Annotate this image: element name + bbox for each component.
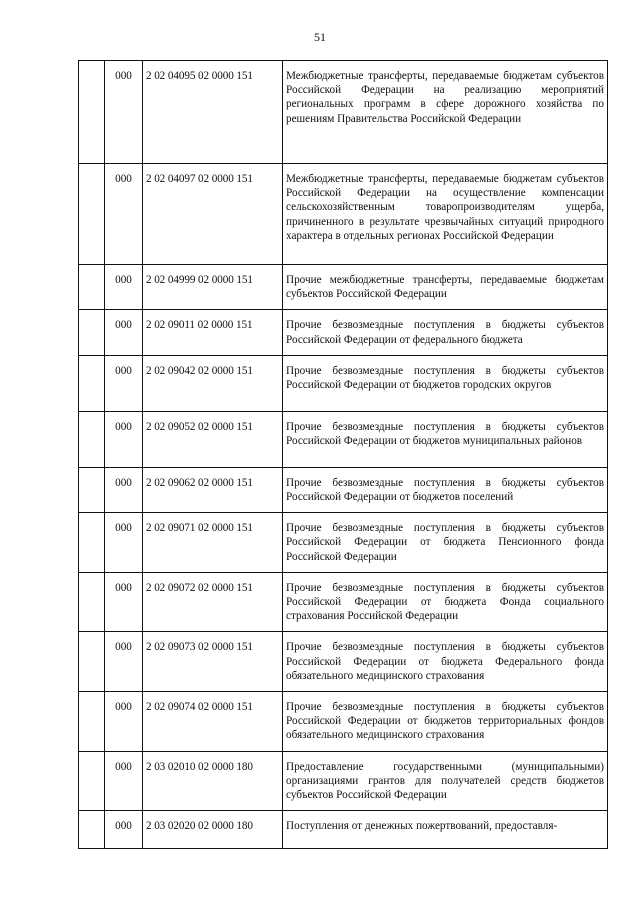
admin-code-cell: 000 <box>105 265 143 310</box>
blank-cell <box>79 164 105 265</box>
blank-cell <box>79 355 105 411</box>
income-name-cell: Прочие межбюджетные трансферты, передаваемые бюджетам субъектов Российской Федерации <box>283 265 608 310</box>
table-row <box>79 310 608 355</box>
income-name-cell: Прочие безвозмездные поступления в бюджеты субъектов Российской Федерации от бюджетов муниципальных районов <box>283 411 608 467</box>
page-number: 51 <box>314 30 326 44</box>
income-name-cell: Межбюджетные трансферты, передаваемые бюджетам субъектов Российской Федерации на осуществление компенсации сельскохозяйственным товаропроизводителям ущерба, причиненного в результате чрезвычайных ситуаций природного характера в отдельных регионах Российской Федерации <box>283 164 608 265</box>
blank-cell <box>79 692 105 752</box>
income-name-cell: Поступления от денежных пожертвований, предоставля- <box>283 811 608 849</box>
blank-cell <box>79 61 105 164</box>
table-row <box>79 513 608 573</box>
budget-code-cell: 2 02 09011 02 0000 151 <box>143 310 283 355</box>
admin-code-cell: 000 <box>105 310 143 355</box>
budget-code-cell: 2 02 04999 02 0000 151 <box>143 265 283 310</box>
blank-cell <box>79 811 105 849</box>
table-row <box>79 164 608 265</box>
income-name-cell: Прочие безвозмездные поступления в бюджеты субъектов Российской Федерации от федерального бюджета <box>283 310 608 355</box>
budget-code-cell: 2 02 09042 02 0000 151 <box>143 355 283 411</box>
income-name-cell: Прочие безвозмездные поступления в бюджеты субъектов Российской Федерации от бюджетов поселений <box>283 467 608 512</box>
blank-cell <box>79 411 105 467</box>
table-row <box>79 467 608 512</box>
blank-cell <box>79 513 105 573</box>
table-row <box>79 411 608 467</box>
budget-code-cell: 2 03 02010 02 0000 180 <box>143 751 283 811</box>
income-name-cell: Прочие безвозмездные поступления в бюджеты субъектов Российской Федерации от бюджета Фонда социального страхования Российской Федерации <box>283 572 608 632</box>
blank-cell <box>79 632 105 692</box>
admin-code-cell: 000 <box>105 411 143 467</box>
admin-code-cell: 000 <box>105 632 143 692</box>
blank-cell <box>79 467 105 512</box>
budget-code-cell: 2 02 09052 02 0000 151 <box>143 411 283 467</box>
admin-code-cell: 000 <box>105 751 143 811</box>
table-row <box>79 265 608 310</box>
table-row <box>79 632 608 692</box>
admin-code-cell: 000 <box>105 692 143 752</box>
admin-code-cell: 000 <box>105 467 143 512</box>
table-row <box>79 355 608 411</box>
budget-classification-table <box>78 60 608 849</box>
income-name-cell: Прочие безвозмездные поступления в бюджеты субъектов Российской Федерации от бюджета Пенсионного фонда Российской Федерации <box>283 513 608 573</box>
table-row <box>79 572 608 632</box>
income-name-cell: Предоставление государственными (муниципальными) организациями грантов для получателей средств бюджетов субъектов Российской Федерации <box>283 751 608 811</box>
income-name-cell: Прочие безвозмездные поступления в бюджеты субъектов Российской Федерации от бюджета Федерального фонда обязательного медицинского страхования <box>283 632 608 692</box>
budget-code-cell: 2 02 09072 02 0000 151 <box>143 572 283 632</box>
budget-code-cell: 2 02 09071 02 0000 151 <box>143 513 283 573</box>
admin-code-cell: 000 <box>105 164 143 265</box>
budget-code-cell: 2 02 04097 02 0000 151 <box>143 164 283 265</box>
budget-code-cell: 2 02 09073 02 0000 151 <box>143 632 283 692</box>
table-row <box>79 692 608 752</box>
income-name-cell: Межбюджетные трансферты, передаваемые бюджетам субъектов Российской Федерации на реализацию мероприятий региональных программ в сфере дорожного хозяйства по решениям Правительства Российской Федерации <box>283 61 608 164</box>
blank-cell <box>79 751 105 811</box>
admin-code-cell: 000 <box>105 572 143 632</box>
blank-cell <box>79 310 105 355</box>
budget-code-cell: 2 02 09062 02 0000 151 <box>143 467 283 512</box>
blank-cell <box>79 265 105 310</box>
admin-code-cell: 000 <box>105 513 143 573</box>
budget-code-cell: 2 02 09074 02 0000 151 <box>143 692 283 752</box>
admin-code-cell: 000 <box>105 61 143 164</box>
table-row <box>79 811 608 849</box>
income-name-cell: Прочие безвозмездные поступления в бюджеты субъектов Российской Федерации от бюджетов городских округов <box>283 355 608 411</box>
table-row <box>79 751 608 811</box>
income-name-cell: Прочие безвозмездные поступления в бюджеты субъектов Российской Федерации от бюджетов территориальных фондов обязательного медицинского страхования <box>283 692 608 752</box>
blank-cell <box>79 572 105 632</box>
admin-code-cell: 000 <box>105 811 143 849</box>
budget-code-cell: 2 02 04095 02 0000 151 <box>143 61 283 164</box>
table-row <box>79 61 608 164</box>
budget-code-cell: 2 03 02020 02 0000 180 <box>143 811 283 849</box>
admin-code-cell: 000 <box>105 355 143 411</box>
